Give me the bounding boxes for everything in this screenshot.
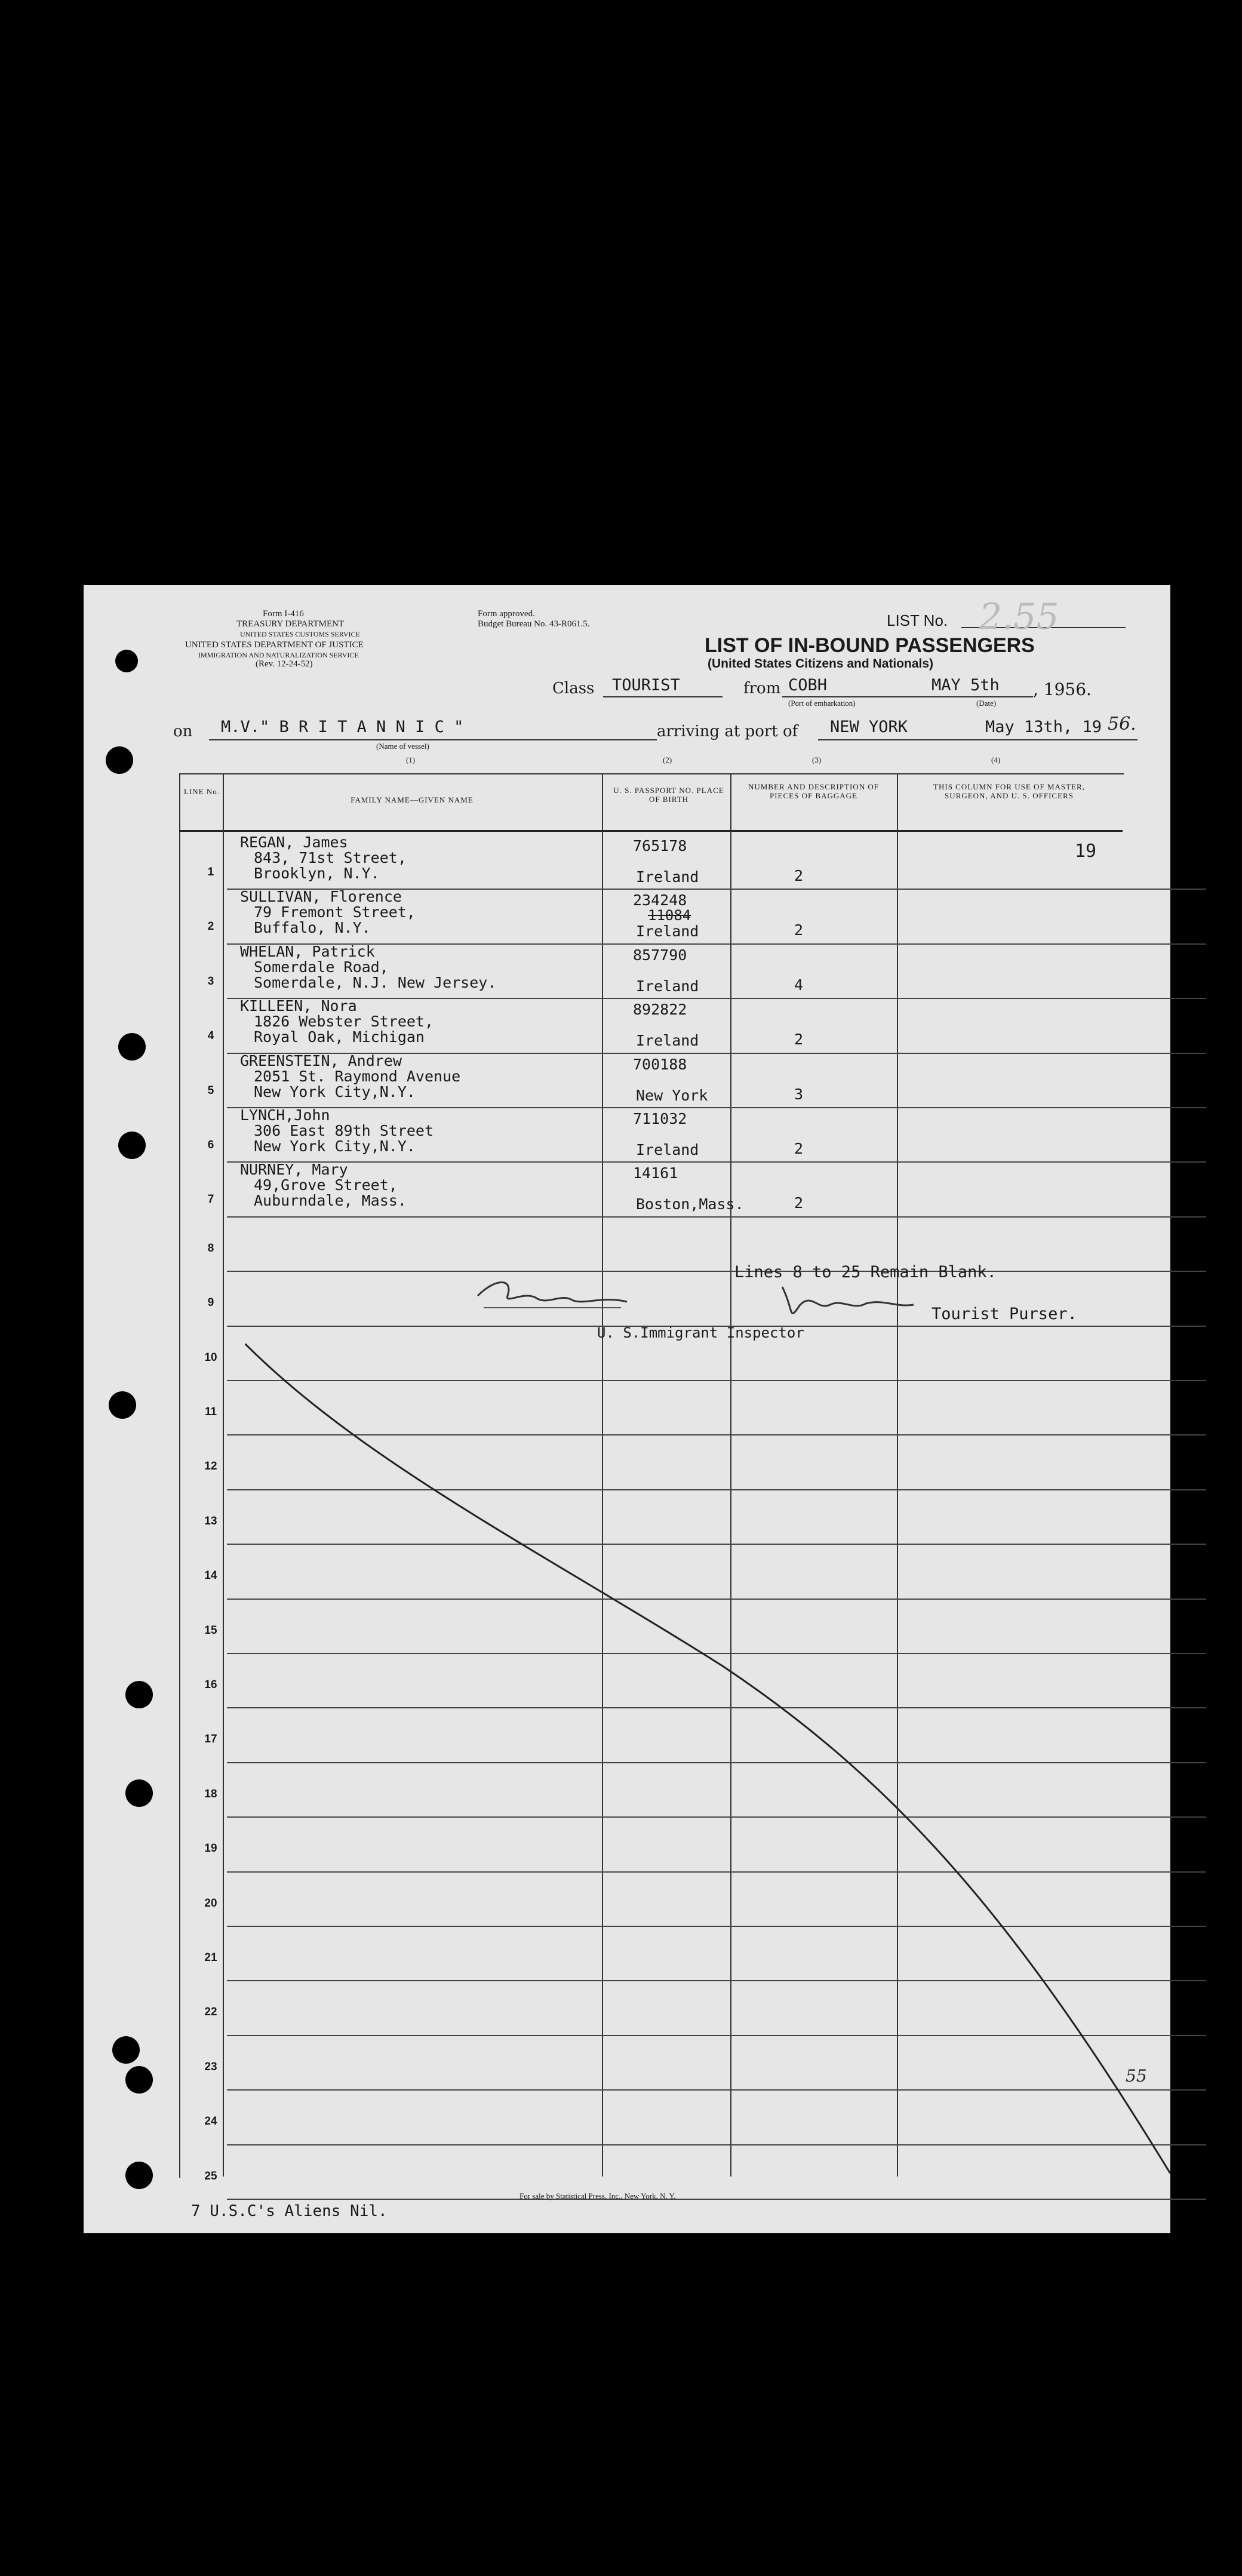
- baggage-count: 2: [794, 1031, 804, 1049]
- passport-number: 892822: [633, 1001, 687, 1019]
- vessel-underline: [209, 739, 657, 740]
- caption-4: (4): [991, 755, 1001, 764]
- passenger-name-line: 1826 Webster Street,: [254, 1013, 434, 1031]
- from-label: from: [743, 680, 781, 697]
- passport-number: 711032: [633, 1110, 687, 1127]
- form-number: Form I-416: [263, 609, 304, 619]
- budget-bureau: Budget Bureau No. 43-R061.5.: [478, 619, 590, 629]
- line-number: 24: [204, 2115, 217, 2128]
- arrival-year: 56.: [1108, 714, 1136, 734]
- passenger-name-line: 843, 71st Street,: [254, 849, 407, 866]
- line-number: 17: [204, 1733, 217, 1746]
- passenger-name-line: KILLEEN, Nora: [240, 997, 357, 1015]
- punch-hole: [112, 2036, 140, 2064]
- place-of-birth: Ireland: [636, 977, 699, 995]
- passenger-name-line: New York City,N.Y.: [254, 1083, 416, 1101]
- passport-number: 765178: [633, 837, 687, 854]
- punch-hole: [115, 650, 138, 672]
- passport-number: 857790: [633, 946, 687, 964]
- line-number: 21: [204, 1951, 217, 1964]
- passenger-name-line: Buffalo, N.Y.: [254, 919, 371, 937]
- from-value: COBH: [788, 676, 828, 694]
- place-of-birth: Ireland: [636, 923, 699, 940]
- officer-note: 19: [1075, 841, 1097, 862]
- form-subtitle: (United States Citizens and Nationals): [708, 657, 934, 671]
- arrival-underline: [979, 739, 1138, 740]
- baggage-count: 4: [794, 976, 804, 994]
- punch-hole: [125, 1779, 153, 1807]
- list-number: 2.55: [979, 596, 1059, 638]
- form-title: LIST OF IN-BOUND PASSENGERS: [705, 634, 1035, 657]
- baggage-count: 2: [794, 1194, 804, 1212]
- passenger-name-line: 49,Grove Street,: [254, 1176, 398, 1194]
- line-number: 14: [204, 1569, 217, 1582]
- line-number: 1: [207, 866, 214, 878]
- passenger-name-line: 306 East 89th Street: [254, 1122, 434, 1139]
- list-label: LIST No.: [887, 611, 948, 629]
- caption-2: (2): [663, 755, 672, 764]
- row-rule: [227, 2199, 1206, 2200]
- footer-left: 7 U.S.C's Aliens Nil.: [191, 2202, 388, 2220]
- row-rule: [227, 889, 1206, 890]
- line-number: 18: [204, 1787, 217, 1800]
- passenger-name-line: New York City,N.Y.: [254, 1138, 416, 1155]
- line-number: 5: [207, 1084, 214, 1097]
- header-officers: THIS COLUMN FOR USE OF MASTER, SURGEON, AND U. S. OFFICERS: [933, 782, 1085, 800]
- place-of-birth: Boston,Mass.: [636, 1195, 744, 1213]
- header-passport: U. S. PASSPORT NO. PLACE OF BIRTH: [613, 786, 724, 804]
- punch-hole: [125, 1681, 153, 1708]
- baggage-count: 3: [794, 1085, 804, 1103]
- arrival-port: NEW YORK: [830, 718, 908, 736]
- punch-hole: [118, 1132, 146, 1159]
- passenger-name-line: REGAN, James: [240, 834, 348, 851]
- line-number: 16: [204, 1679, 217, 1691]
- col-rule-line: [223, 773, 224, 2177]
- class-underline: [603, 696, 723, 697]
- line-number: 11: [204, 1406, 217, 1418]
- row-rule: [227, 1053, 1206, 1054]
- justice-dept: UNITED STATES DEPARTMENT OF JUSTICE: [185, 640, 364, 650]
- line-number: 8: [207, 1241, 214, 1255]
- revision: (Rev. 12-24-52): [256, 659, 313, 669]
- treasury-dept: TREASURY DEPARTMENT: [236, 619, 345, 629]
- caption-1: (1): [406, 755, 416, 764]
- punch-hole: [125, 2162, 153, 2189]
- row-rule: [227, 998, 1206, 999]
- line-number: 22: [204, 2006, 217, 2019]
- passenger-name-line: WHELAN, Patrick: [240, 942, 375, 960]
- year-value: , 1956.: [1033, 680, 1092, 699]
- line-number: 20: [204, 1896, 217, 1910]
- line-number: 25: [204, 2169, 217, 2182]
- row-rule: [227, 943, 1206, 945]
- port-underline: [818, 739, 997, 740]
- passenger-name-line: SULLIVAN, Florence: [240, 888, 402, 906]
- passport-number: 14161: [633, 1164, 678, 1182]
- passenger-name-line: GREENSTEIN, Andrew: [240, 1052, 402, 1069]
- header-bottom-rule: [179, 830, 1123, 832]
- vessel-name: M.V." B R I T A N N I C ": [221, 718, 464, 736]
- inspector-note: U. S.Immigrant Inspector: [597, 1324, 804, 1341]
- arriving-label: arriving at port of: [657, 723, 798, 740]
- purser-signature: [776, 1281, 932, 1329]
- arrival-date: May 13th, 19: [985, 718, 1102, 736]
- passport-number: 234248: [633, 892, 687, 909]
- line-number: 4: [207, 1029, 214, 1043]
- row-rule: [227, 1161, 1206, 1163]
- date-underline: [926, 696, 1033, 697]
- row-rule: [227, 1271, 1206, 1272]
- date-value: MAY 5th: [932, 676, 1000, 694]
- row-rule: [227, 1107, 1206, 1108]
- passenger-name-line: Brooklyn, N.Y.: [254, 865, 380, 882]
- line-number: 19: [204, 1842, 217, 1855]
- passenger-name-line: 79 Fremont Street,: [254, 903, 416, 921]
- header-name: FAMILY NAME—GIVEN NAME: [351, 795, 474, 804]
- manifest-sheet: [84, 585, 1170, 2233]
- line-number: 2: [207, 920, 214, 933]
- passenger-name-line: 2051 St. Raymond Avenue: [254, 1067, 461, 1085]
- ins-service: IMMIGRATION AND NATURALIZATION SERVICE: [198, 651, 359, 659]
- line-number: 15: [204, 1624, 217, 1637]
- passenger-name-line: Somerdale Road,: [254, 958, 389, 976]
- header-baggage: NUMBER AND DESCRIPTION OF PIECES OF BAGGAGE: [748, 782, 879, 800]
- passport-number: 700188: [633, 1055, 687, 1073]
- line-number: 3: [207, 975, 214, 988]
- class-label: Class: [552, 680, 595, 697]
- place-of-birth: New York: [636, 1086, 708, 1104]
- passenger-name-line: Somerdale, N.J. New Jersey.: [254, 973, 497, 991]
- port-caption: (Port of embarkation): [788, 699, 856, 708]
- inspector-signature: [472, 1272, 639, 1314]
- form-approved: Form approved.: [478, 609, 535, 619]
- class-value: TOURIST: [612, 676, 680, 694]
- cancel-line: [245, 1344, 1200, 2174]
- date-caption: (Date): [976, 699, 997, 708]
- baggage-count: 2: [794, 867, 804, 884]
- vessel-caption: (Name of vessel): [376, 742, 429, 751]
- punch-hole: [109, 1391, 136, 1419]
- punch-hole: [125, 2066, 153, 2094]
- passenger-name-line: Auburndale, Mass.: [254, 1192, 407, 1210]
- row-rule: [227, 1216, 1206, 1218]
- baggage-count: 2: [794, 921, 804, 939]
- passenger-name-line: Royal Oak, Michigan: [254, 1028, 425, 1046]
- line-number: 10: [204, 1351, 217, 1364]
- baggage-count: 2: [794, 1140, 804, 1157]
- line-number: 13: [204, 1514, 217, 1527]
- header-line: LINE No.: [184, 787, 220, 796]
- customs-service: UNITED STATES CUSTOMS SERVICE: [240, 630, 360, 638]
- purser-note: Tourist Purser.: [932, 1305, 1077, 1323]
- margin-mark: 55: [1126, 2066, 1147, 2086]
- place-of-birth: Ireland: [636, 868, 699, 886]
- passenger-name-line: LYNCH,John: [240, 1106, 330, 1124]
- place-of-birth: Ireland: [636, 1141, 699, 1158]
- punch-hole: [118, 1033, 146, 1060]
- punch-hole: [106, 746, 133, 774]
- line-number: 6: [207, 1139, 214, 1151]
- line-number: 7: [207, 1193, 214, 1206]
- place-of-birth: Ireland: [636, 1032, 699, 1050]
- line-number: 12: [204, 1460, 217, 1473]
- on-label: on: [173, 723, 193, 740]
- passenger-name-line: NURNEY, Mary: [240, 1161, 348, 1179]
- line-number: 23: [204, 2060, 217, 2073]
- caption-3: (3): [812, 755, 822, 764]
- passport-number-struck: 11084: [648, 907, 691, 924]
- footer-print: For sale by Statistical Press, Inc., New York, N. Y.: [519, 2191, 676, 2200]
- line-number: 9: [207, 1296, 214, 1309]
- remain-blank-note: Lines 8 to 25 Remain Blank.: [734, 1263, 997, 1281]
